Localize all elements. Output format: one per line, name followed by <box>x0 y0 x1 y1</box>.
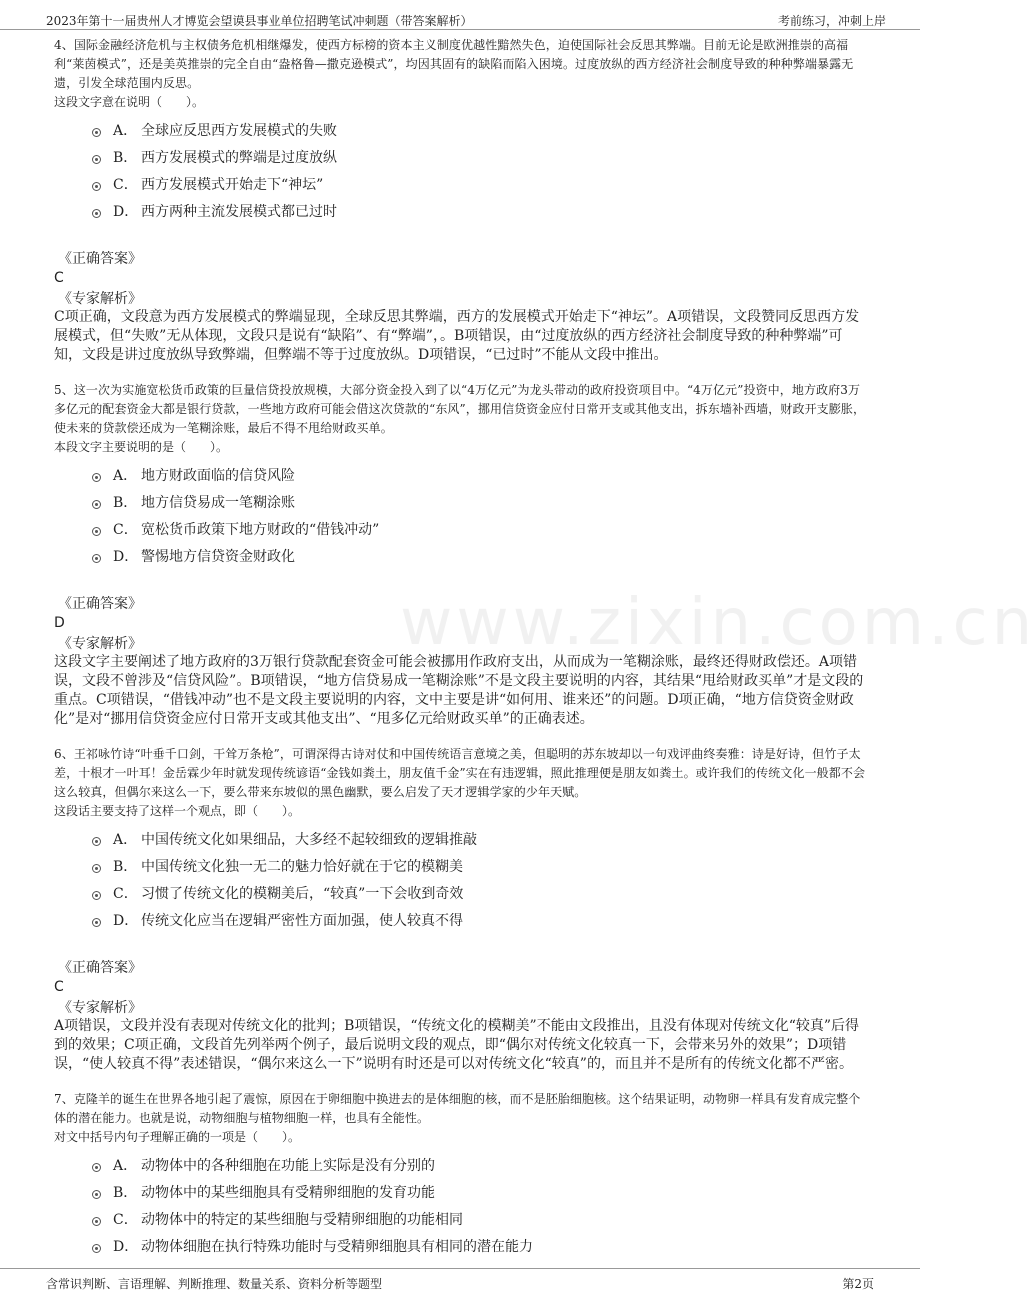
question-stem: 6、王祁咏竹诗“叶垂千口剑，干耸万条枪”，可谓深得古诗对仗和中国传统语言意境之美，但聪明的苏东坡却以一句戏评曲终奏雅：诗是好诗，但竹子太差，十根才一叶耳！金岳霖少年时就发现传统谚语“金钱如粪土，朋友值千金”实在有违逻辑，照此推理便是朋友如粪土。或许我们的传统文化一般都不会这么较真，但偶尔来这么一下，要么带来东坡似的黑色幽默，要么启发了天才逻辑学家的少年天赋。 <box>54 747 866 799</box>
option-letter: C． <box>113 176 138 193</box>
radio-icon[interactable] <box>92 864 101 873</box>
option-b[interactable] <box>92 1178 868 1205</box>
page-header <box>0 0 920 30</box>
option-letter: C． <box>113 521 138 538</box>
option-letter: B． <box>113 149 138 166</box>
option-a[interactable] <box>92 825 868 852</box>
analysis-text: 这段文字主要阐述了地方政府的3万银行贷款配套资金可能会被挪用作政府支出，从而成为一笔糊涂账，最终还得财政偿还。A项错误，文段不曾涉及“信贷风险”。B项错误，“地方信贷易成一笔糊涂账”不是文段主要说明的内容，其结果“甩给财政买单”才是文段的重点。C项错误，“借钱冲动”也不是文段主要说明的内容，文中主要是讲“如何用、谁来还”的问题。D项正确，“地方信贷资金财政化”是对“挪用信贷资金应付日常开支或其他支出”、“甩多亿元给财政买单”的正确表述。 <box>54 654 864 727</box>
option-text: 动物体中的各种细胞在功能上实际是没有分别的 <box>141 1157 435 1174</box>
option-letter: D． <box>113 1238 139 1255</box>
option-text: 全球应反思西方发展模式的失败 <box>141 122 337 139</box>
option-c[interactable] <box>92 879 868 906</box>
option-d[interactable] <box>92 1232 868 1259</box>
answer-value: D <box>54 615 65 631</box>
question-4 <box>54 36 868 365</box>
option-text: 动物体中的某些细胞具有受精卵细胞的发育功能 <box>141 1184 435 1201</box>
option-text: 西方发展模式的弊端是过度放纵 <box>141 149 337 166</box>
page-footer <box>0 1268 920 1302</box>
option-letter: D． <box>113 912 139 929</box>
question-prompt: 对文中括号内句子理解正确的一项是（ ）。 <box>54 1130 301 1144</box>
option-c[interactable] <box>92 1205 868 1232</box>
option-text: 西方两种主流发展模式都已过时 <box>141 203 337 220</box>
option-a[interactable] <box>92 116 868 143</box>
option-list <box>92 116 868 224</box>
radio-icon[interactable] <box>92 182 101 191</box>
option-letter: A． <box>113 467 138 484</box>
option-letter: D． <box>113 548 139 565</box>
option-letter: C． <box>113 1211 138 1228</box>
option-b[interactable] <box>92 488 868 515</box>
option-a[interactable] <box>92 1151 868 1178</box>
option-d[interactable] <box>92 906 868 933</box>
option-list <box>92 461 868 569</box>
option-letter: D． <box>113 203 139 220</box>
option-text: 中国传统文化如果细品，大多经不起较细致的逻辑推敲 <box>141 831 477 848</box>
answer-label: 《正确答案》 <box>58 251 142 267</box>
option-d[interactable] <box>92 542 868 569</box>
option-text: 西方发展模式开始走下“神坛” <box>141 176 324 193</box>
option-text: 地方信贷易成一笔糊涂账 <box>141 494 295 511</box>
answer-value: C <box>54 270 64 286</box>
option-c[interactable] <box>92 515 868 542</box>
analysis-text: C项正确，文段意为西方发展模式的弊端显现，全球反思其弊端，西方的发展模式开始走下“神坛”。A项错误，文段赞同反思西方发展模式，但“失败”无从体现，文段只是说有“缺陷”、有“弊端”，。B项错误，由“过度放纵的西方经济社会制度导致的种种弊端”可知，文段是讲过度放纵导致弊端，但弊端不等于过度放纵。D项错误，“已过时”不能从文段中推出。 <box>54 309 860 363</box>
radio-icon[interactable] <box>92 473 101 482</box>
radio-icon[interactable] <box>92 1190 101 1199</box>
radio-icon[interactable] <box>92 1163 101 1172</box>
radio-icon[interactable] <box>92 837 101 846</box>
radio-icon[interactable] <box>92 209 101 218</box>
footer-note: 含常识判断、言语理解、判断推理、数量关系、资料分析等题型 <box>46 1277 383 1291</box>
radio-icon[interactable] <box>92 918 101 927</box>
question-list <box>54 36 868 1259</box>
option-a[interactable] <box>92 461 868 488</box>
option-text: 传统文化应当在逻辑严密性方面加强，使人较真不得 <box>141 912 463 929</box>
analysis-label: 《专家解析》 <box>58 1000 142 1016</box>
document-title: 2023年第十一届贵州人才博览会望谟县事业单位招聘笔试冲刺题（带答案解析） <box>46 14 473 28</box>
option-letter: B． <box>113 1184 138 1201</box>
option-c[interactable] <box>92 170 868 197</box>
analysis-text: A项错误，文段并没有表现对传统文化的批判；B项错误，“传统文化的模糊美”不能由文段推出，且没有体现对传统文化“较真”后得到的效果；C项正确，文段首先列举两个例子，最后说明文段的观点，即“偶尔对传统文化较真一下，会带来另外的效果”；D项错误，“使人较真不得”表述错误，“偶尔来这么一下”说明有时还是可以对传统文化“较真”的，而且并不是所有的传统文化都不严密。 <box>54 1018 860 1072</box>
analysis-label: 《专家解析》 <box>58 291 142 307</box>
analysis-label: 《专家解析》 <box>58 636 142 652</box>
question-6 <box>54 745 868 1074</box>
option-letter: A． <box>113 831 138 848</box>
option-letter: B． <box>113 494 138 511</box>
option-b[interactable] <box>92 143 868 170</box>
question-prompt: 这段文字意在说明（ ）。 <box>54 95 205 109</box>
header-slogan: 考前练习，冲刺上岸 <box>777 14 886 28</box>
option-d[interactable] <box>92 197 868 224</box>
option-b[interactable] <box>92 852 868 879</box>
option-text: 中国传统文化独一无二的魅力恰好就在于它的模糊美 <box>141 858 463 875</box>
radio-icon[interactable] <box>92 891 101 900</box>
answer-label: 《正确答案》 <box>58 596 142 612</box>
page-number: 第2页 <box>842 1277 874 1291</box>
radio-icon[interactable] <box>92 128 101 137</box>
answer-value: C <box>54 979 64 995</box>
question-prompt: 这段话主要支持了这样一个观点，即（ ）。 <box>54 804 301 818</box>
radio-icon[interactable] <box>92 1244 101 1253</box>
question-stem: 5、这一次为实施宽松货币政策的巨量信贷投放规模，大部分资金投入到了以“4万亿元”为龙头带动的政府投资项目中。“4万亿元”投资中，地方政府3万多亿元的配套资金大都是银行贷款，一些地方政府可能会借这次贷款的“东风”，挪用信贷资金应付日常开支或其他支出，拆东墙补西墙，财政开支膨胀，使未来的贷款偿还成为一笔糊涂账，最后不得不甩给财政买单。 <box>54 383 866 435</box>
option-list <box>92 825 868 933</box>
radio-icon[interactable] <box>92 500 101 509</box>
option-text: 警惕地方信贷资金财政化 <box>141 548 295 565</box>
question-stem: 7、克隆羊的诞生在世界各地引起了震惊，原因在于卵细胞中换进去的是体细胞的核，而不是胚胎细胞核。这个结果证明，动物卵一样具有发育成完整个体的潜在能力。也就是说，动物细胞与植物细胞一样，也具有全能性。 <box>54 1092 861 1125</box>
option-letter: B． <box>113 858 138 875</box>
option-text: 宽松货币政策下地方财政的“借钱冲动” <box>141 521 380 538</box>
option-text: 动物体细胞在执行特殊功能时与受精卵细胞具有相同的潜在能力 <box>141 1238 533 1255</box>
radio-icon[interactable] <box>92 527 101 536</box>
option-text: 习惯了传统文化的模糊美后，“较真”一下会收到奇效 <box>141 885 464 902</box>
option-text: 动物体中的特定的某些细胞与受精卵细胞的功能相同 <box>141 1211 463 1228</box>
option-letter: C． <box>113 885 138 902</box>
option-letter: A． <box>113 122 138 139</box>
watermark: www.zixin.com.cn <box>400 586 1036 660</box>
option-text: 地方财政面临的信贷风险 <box>141 467 295 484</box>
option-letter: A． <box>113 1157 138 1174</box>
question-stem: 4、国际金融经济危机与主权债务危机相继爆发，使西方标榜的资本主义制度优越性黯然失色，迫使国际社会反思其弊端。目前无论是欧洲推崇的高福利“莱茵模式”，还是美英推崇的完全自由“盎格鲁—撒克逊模式”，均因其固有的缺陷而陷入困境。过度放纵的西方经济社会制度导致的种种弊端暴露无遗，引发全球范围内反思。 <box>54 38 854 90</box>
radio-icon[interactable] <box>92 554 101 563</box>
question-prompt: 本段文字主要说明的是（ ）。 <box>54 440 229 454</box>
question-7 <box>54 1090 868 1259</box>
radio-icon[interactable] <box>92 1217 101 1226</box>
answer-label: 《正确答案》 <box>58 960 142 976</box>
radio-icon[interactable] <box>92 155 101 164</box>
option-list <box>92 1151 868 1259</box>
question-5 <box>54 381 868 729</box>
